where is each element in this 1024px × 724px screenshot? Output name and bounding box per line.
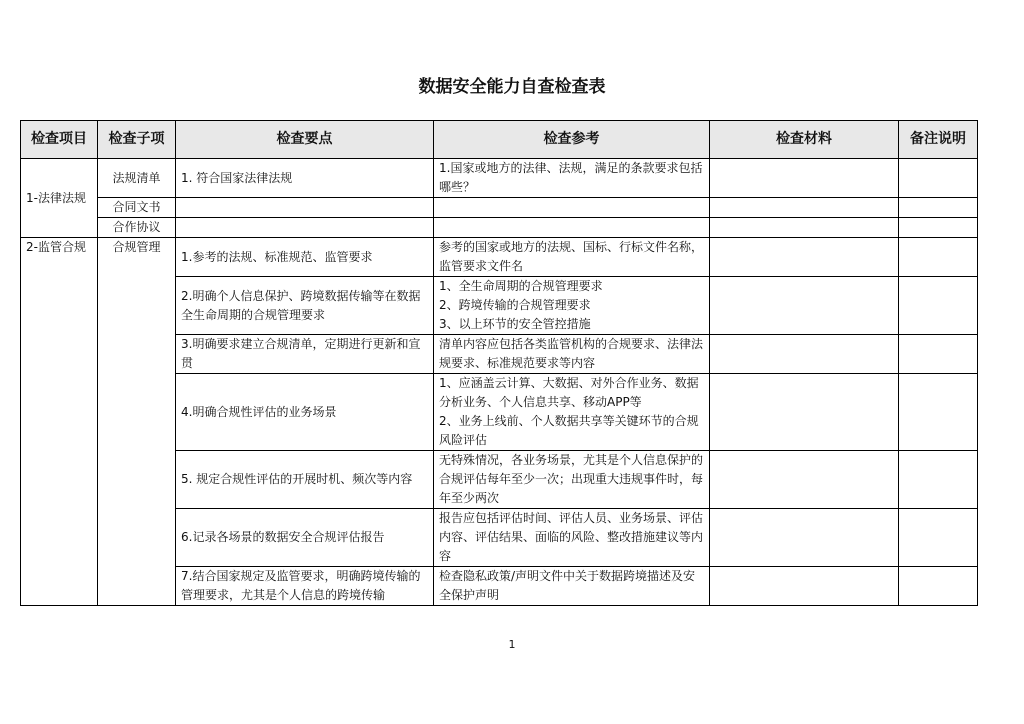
- header-check-item: 检查项目: [21, 121, 98, 159]
- group-item-laws: 1-法律法规: [21, 159, 98, 238]
- document-title: 数据安全能力自查检查表: [418, 77, 606, 97]
- check-point: 1.参考的法规、标准规范、监管要求: [176, 238, 434, 277]
- header-check-reference: 检查参考: [434, 121, 710, 159]
- check-point: [176, 218, 434, 238]
- remark[interactable]: [899, 159, 978, 198]
- table-row: [21, 159, 978, 198]
- remark[interactable]: [899, 198, 978, 218]
- table-header-row: [21, 121, 978, 159]
- check-material[interactable]: [710, 277, 899, 335]
- header-check-materials: 检查材料: [710, 121, 899, 159]
- sub-item: 合同文书: [98, 198, 176, 218]
- check-reference: 参考的国家或地方的法规、国标、行标文件名称，监管要求文件名: [434, 238, 710, 277]
- check-reference: 检查隐私政策/声明文件中关于数据跨境描述及安全保护声明: [434, 567, 710, 606]
- check-reference: [434, 198, 710, 218]
- self-check-table: [20, 120, 978, 606]
- check-material[interactable]: [710, 238, 899, 277]
- remark[interactable]: [899, 374, 978, 451]
- remark[interactable]: [899, 451, 978, 509]
- sub-item: 合作协议: [98, 218, 176, 238]
- remark[interactable]: [899, 567, 978, 606]
- check-point: 7.结合国家规定及监管要求，明确跨境传输的管理要求，尤其是个人信息的跨境传输: [176, 567, 434, 606]
- check-reference: 清单内容应包括各类监管机构的合规要求、法律法规要求、标准规范要求等内容: [434, 335, 710, 374]
- check-point: 1. 符合国家法律法规: [176, 159, 434, 198]
- check-material[interactable]: [710, 335, 899, 374]
- remark[interactable]: [899, 238, 978, 277]
- remark[interactable]: [899, 277, 978, 335]
- table-row: [21, 218, 978, 238]
- table-row: [21, 198, 978, 218]
- check-point: 4.明确合规性评估的业务场景: [176, 374, 434, 451]
- check-reference: [434, 218, 710, 238]
- header-check-points: 检查要点: [176, 121, 434, 159]
- check-point: 3.明确要求建立合规清单，定期进行更新和宣贯: [176, 335, 434, 374]
- check-material[interactable]: [710, 218, 899, 238]
- check-point: 2.明确个人信息保护、跨境数据传输等在数据全生命周期的合规管理要求: [176, 277, 434, 335]
- check-reference: 1、全生命周期的合规管理要求 2、跨境传输的合规管理要求 3、以上环节的安全管控措施: [434, 277, 710, 335]
- check-point: 5. 规定合规性评估的开展时机、频次等内容: [176, 451, 434, 509]
- check-reference: 1、应涵盖云计算、大数据、对外合作业务、数据分析业务、个人信息共享、移动APP等 2、业务上线前、个人数据共享等关键环节的合规风险评估: [434, 374, 710, 451]
- remark[interactable]: [899, 509, 978, 567]
- remark[interactable]: [899, 335, 978, 374]
- check-point: 6.记录各场景的数据安全合规评估报告: [176, 509, 434, 567]
- check-point: [176, 198, 434, 218]
- sub-item: 合规管理: [98, 238, 176, 606]
- page-number: 1: [508, 638, 516, 651]
- header-remarks: 备注说明: [899, 121, 978, 159]
- header-check-subitem: 检查子项: [98, 121, 176, 159]
- check-reference: 1.国家或地方的法律、法规，满足的条款要求包括哪些？: [434, 159, 710, 198]
- group-item-compliance: 2-监管合规: [21, 238, 98, 606]
- check-material[interactable]: [710, 159, 899, 198]
- check-material[interactable]: [710, 198, 899, 218]
- check-reference: 报告应包括评估时间、评估人员、业务场景、评估内容、评估结果、面临的风险、整改措施建议等内容: [434, 509, 710, 567]
- check-material[interactable]: [710, 567, 899, 606]
- remark[interactable]: [899, 218, 978, 238]
- check-material[interactable]: [710, 451, 899, 509]
- table-row: [21, 238, 978, 277]
- check-reference: 无特殊情况，各业务场景，尤其是个人信息保护的合规评估每年至少一次；出现重大违规事件时，每年至少两次: [434, 451, 710, 509]
- check-material[interactable]: [710, 509, 899, 567]
- sub-item: 法规清单: [98, 159, 176, 198]
- check-material[interactable]: [710, 374, 899, 451]
